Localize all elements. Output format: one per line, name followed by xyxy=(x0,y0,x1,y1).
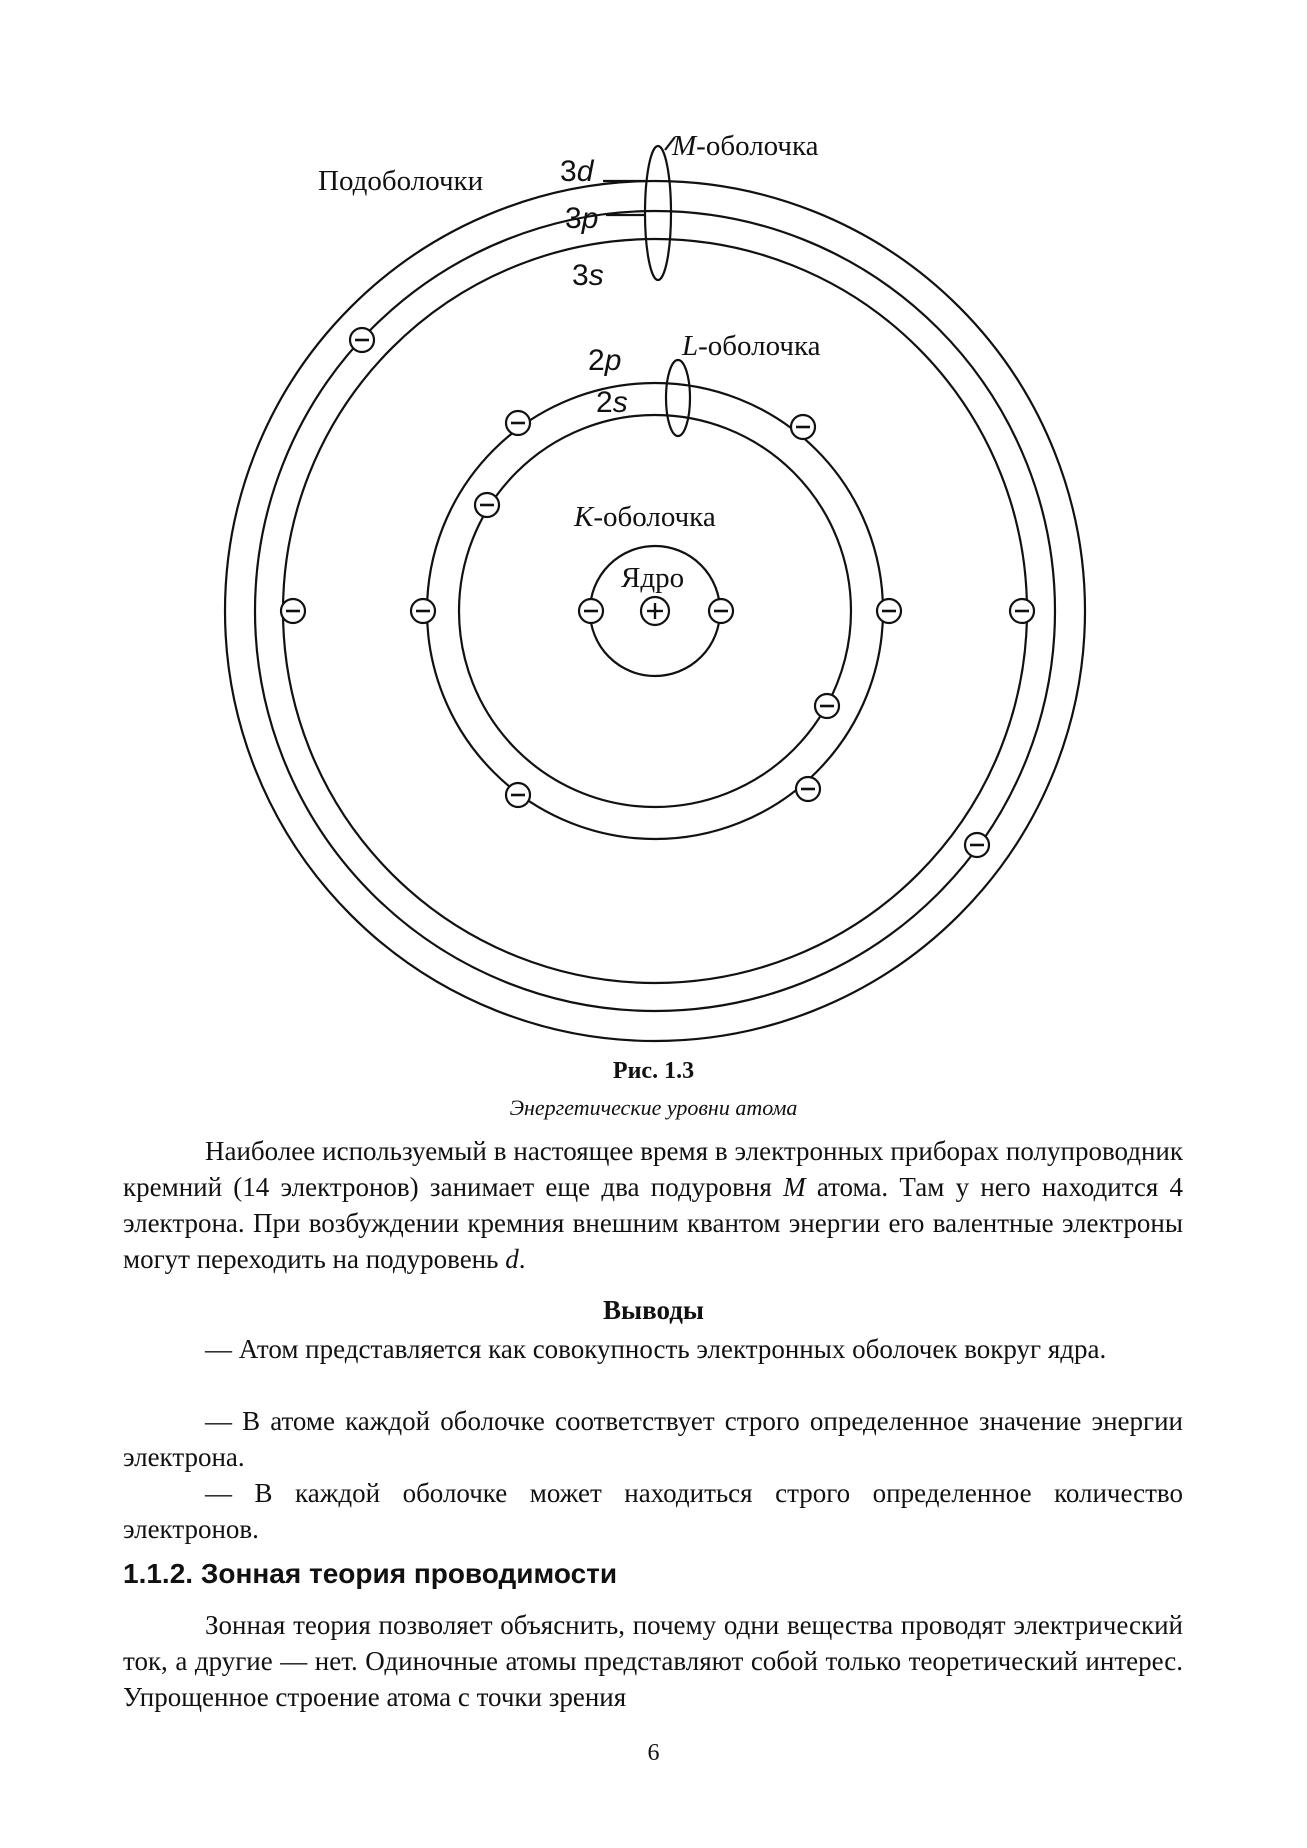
label-3p: 3p xyxy=(565,202,599,235)
electron-icon xyxy=(796,777,820,801)
subshells-label: Подоболочки xyxy=(318,165,484,197)
conclusion-item-3: — В каждой оболочке может находиться строго определенное количество электронов. xyxy=(123,1478,1183,1544)
m-shell-label: M-оболочка xyxy=(672,130,819,162)
electron-icon xyxy=(709,599,733,623)
l-shell-label: L-оболочка xyxy=(682,330,821,362)
electron-icon xyxy=(1010,599,1034,623)
electron-icon xyxy=(506,783,530,807)
electron-icon xyxy=(475,493,499,517)
label-2s: 2s xyxy=(596,386,628,419)
electron-icon xyxy=(411,599,435,623)
electron-icon xyxy=(281,599,305,623)
figure-caption-subtitle: Энергетические уровни атома xyxy=(509,1095,798,1120)
label-3d: 3d xyxy=(560,155,594,188)
nucleus-label: Ядро xyxy=(621,562,685,594)
page-number: 6 xyxy=(647,1740,660,1766)
label-3s: 3s xyxy=(572,259,604,292)
conclusions-heading: Выводы xyxy=(603,1295,704,1325)
l-shell-marker xyxy=(666,360,690,436)
k-shell-label: K-оболочка xyxy=(574,501,716,533)
label-2p: 2p xyxy=(588,344,622,377)
paragraph-band-theory: Зонная теория позволяет объяснить, почему одни вещества проводят электрический ток, а другие — нет. Одиночные атомы представляют собой только теоретический интерес. Упрощенное строение атома с точки зрения xyxy=(123,1610,1183,1712)
conclusion-item-1: — Атом представляется как совокупность электронных оболочек вокруг ядра. xyxy=(205,1334,1107,1364)
nucleus xyxy=(641,597,669,625)
electron-icon xyxy=(965,833,989,857)
electron-icon xyxy=(815,694,839,718)
electron-icon xyxy=(791,415,815,439)
figure-caption-title: Рис. 1.3 xyxy=(612,1058,695,1084)
m-shell-marker xyxy=(645,146,671,280)
conclusion-item-2: — В атоме каждой оболочке соответствует строго определенное значение энергии электрона. xyxy=(123,1406,1183,1472)
subsection-title: 1.1.2. Зонная теория проводимости xyxy=(123,1558,618,1589)
paragraph-silicon: Наиболее используемый в настоящее время в электронных приборах полупроводник кремний (14 электронов) занимает еще два подуровня M атома. Там у него находится 4 электрона. При возбуждении кремния внешним квантом энергии его валентные электроны могут переходить на подуровень d. xyxy=(123,1136,1184,1274)
electron-icon xyxy=(877,599,901,623)
electron-icon xyxy=(350,328,374,352)
electron-icon xyxy=(506,411,530,435)
electron-icon xyxy=(579,599,603,623)
